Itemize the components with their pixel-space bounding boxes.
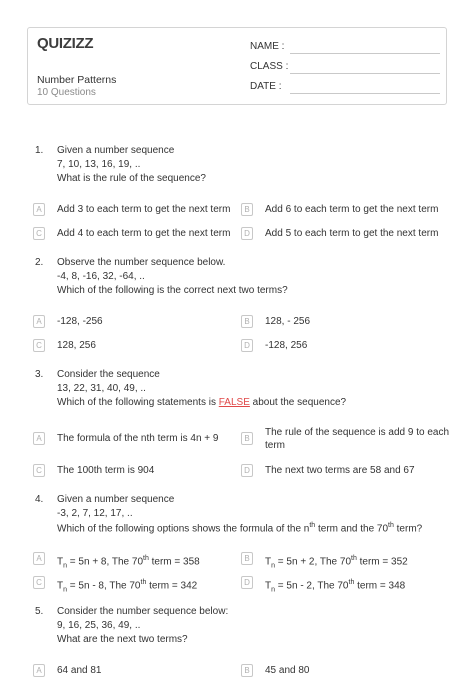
option-text: Add 3 to each term to get the next term xyxy=(57,204,231,215)
question-number: 4. xyxy=(35,494,44,505)
class-field[interactable] xyxy=(250,61,440,75)
question-text: Which of the following options shows the formula of the $n^{th}$ term and the 70th term? xyxy=(57,522,423,535)
quizizz-logo: QUIZIZZ xyxy=(37,35,94,52)
option-text: The formula of the nth term is 4n + 9 xyxy=(57,433,219,444)
option-text: -128, -256 xyxy=(57,316,103,327)
option-text: $T_n = 5n - 8$, The 70th term = 342 xyxy=(57,579,198,594)
option-text: $T_n = 5n + 8$, The 70th term = 358 xyxy=(57,555,200,570)
option-text: $T_n = 5n + 2$, The 70th term = 352 xyxy=(265,555,408,570)
option-text: -128, 256 xyxy=(265,340,308,351)
question-text: Given a number sequence xyxy=(57,494,175,505)
option-text: Add 5 to each term to get the next term xyxy=(265,228,439,239)
worksheet-header xyxy=(27,27,447,105)
false-highlight: FALSE xyxy=(218,397,250,408)
question-number: 3. xyxy=(35,369,44,380)
question-text: Observe the number sequence below. xyxy=(57,257,226,268)
question-text: Given a number sequence xyxy=(57,145,175,156)
name-label: NAME : xyxy=(250,41,285,52)
option-text: 128, - 256 xyxy=(265,316,311,327)
question-text: Which of the following is the correct next two terms? xyxy=(57,285,288,296)
question-count: 10 Questions xyxy=(37,87,96,98)
option-text: The next two terms are 58 and 67 xyxy=(265,465,415,476)
option-letter-box: C xyxy=(33,227,45,240)
option-letter-box: C xyxy=(33,464,45,477)
question-number: 1. xyxy=(35,145,44,156)
date-line xyxy=(290,93,440,94)
option-letter-box: D xyxy=(241,576,253,589)
option-letter-box: A xyxy=(33,315,45,328)
option-letter-box: D xyxy=(241,464,253,477)
option-letter-box: C xyxy=(33,339,45,352)
question-text: 13, 22, 31, 40, 49, .. xyxy=(57,383,146,394)
option-text: 45 and 80 xyxy=(265,665,310,676)
worksheet-title: Number Patterns xyxy=(37,74,117,86)
question-text: -3, 2, 7, 12, 17, .. xyxy=(57,508,133,519)
option-letter-box: D xyxy=(241,227,253,240)
option-text: 64 and 81 xyxy=(57,665,102,676)
option-letter-box: A xyxy=(33,203,45,216)
question-text: What are the next two terms? xyxy=(57,634,188,645)
question-text: Which of the following statements is FALSE about the sequence? xyxy=(57,397,347,408)
option-letter-box: B xyxy=(241,203,253,216)
name-field[interactable] xyxy=(250,41,440,55)
question-text: 9, 16, 25, 36, 49, .. xyxy=(57,620,141,631)
option-text: $T_n = 5n - 2$, The 70th term = 348 xyxy=(265,579,406,594)
question-text: -4, 8, -16, 32, -64, .. xyxy=(57,271,145,282)
option-text: The 100th term is 904 xyxy=(57,465,155,476)
option-letter-box: A xyxy=(33,664,45,677)
option-text: The rule of the sequence is add 9 to each term xyxy=(265,427,450,451)
class-line xyxy=(290,73,440,74)
option-letter-box: A xyxy=(33,432,45,445)
question-text: Consider the sequence xyxy=(57,369,160,380)
option-text: Add 4 to each term to get the next term xyxy=(57,228,231,239)
question-text: Consider the number sequence below: xyxy=(57,606,229,617)
option-letter-box: B xyxy=(241,552,253,565)
question-number: 5. xyxy=(35,606,44,617)
question-text: 7, 10, 13, 16, 19, .. xyxy=(57,159,141,170)
option-letter-box: C xyxy=(33,576,45,589)
option-letter-box: D xyxy=(241,339,253,352)
class-label: CLASS : xyxy=(250,61,289,72)
option-letter-box: B xyxy=(241,664,253,677)
option-text: 128, 256 xyxy=(57,340,96,351)
date-label: DATE : xyxy=(250,81,282,92)
question-number: 2. xyxy=(35,257,44,268)
question-text: What is the rule of the sequence? xyxy=(57,173,206,184)
option-letter-box: B xyxy=(241,432,253,445)
option-text: Add 6 to each term to get the next term xyxy=(265,204,439,215)
option-letter-box: B xyxy=(241,315,253,328)
name-line xyxy=(290,53,440,54)
date-field[interactable] xyxy=(250,81,440,95)
option-letter-box: A xyxy=(33,552,45,565)
